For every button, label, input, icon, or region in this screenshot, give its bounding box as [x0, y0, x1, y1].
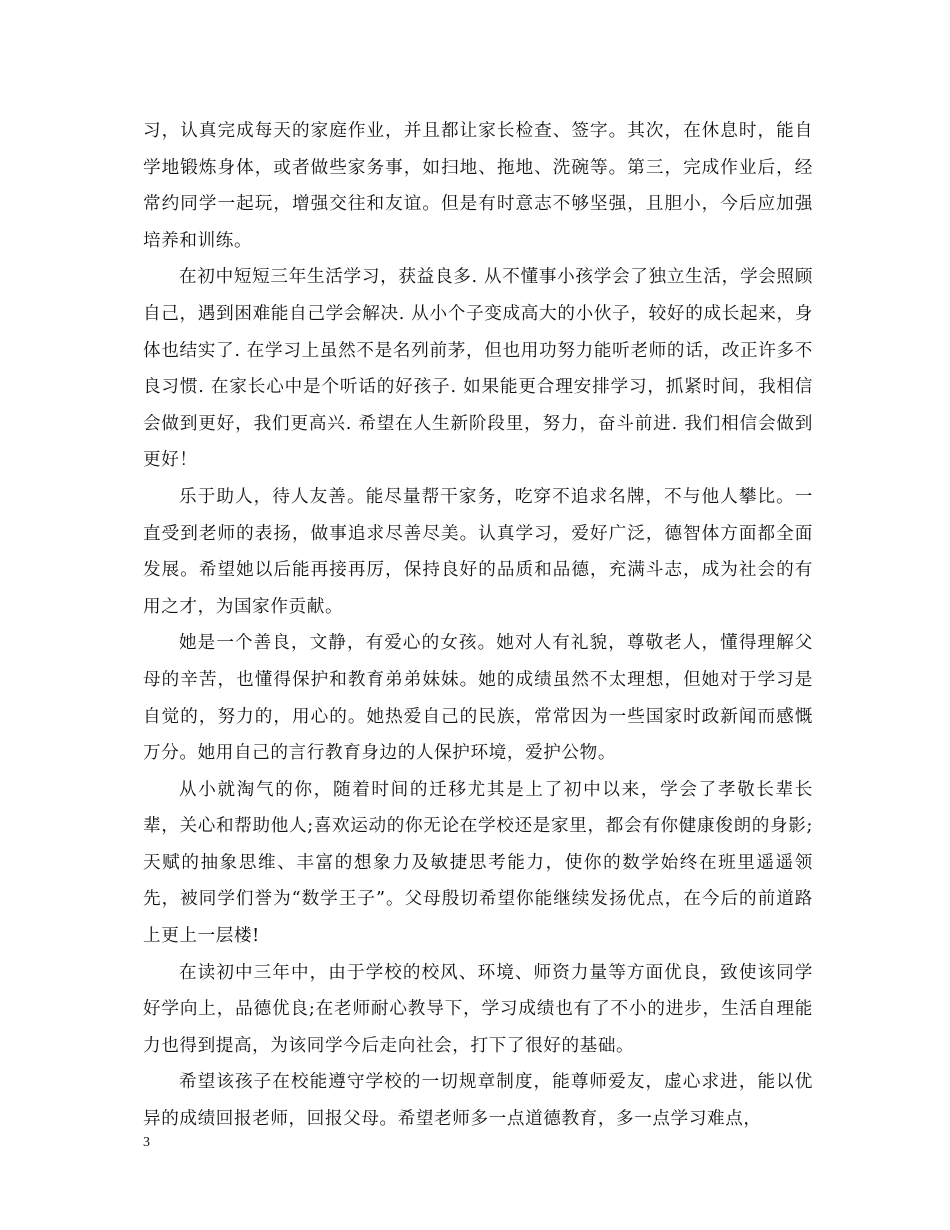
paragraph-three-years-study: 在读初中三年中，由于学校的校风、环境、师资力量等方面优良，致使该同学好学向上，品德优良;在老师耐心教导下，学习成绩也有了不小的进步，生活自理能力也得到提高，为该同学今后走向社会，打下了很好的基础。 — [143, 962, 813, 1056]
paragraph-math-prince: 从小就淘气的你，随着时间的迁移尤其是上了初中以来，学会了孝敬长辈长辈，关心和帮助他人;喜欢运动的你无论在学校还是家里，都会有你健康俊朗的身影;天赋的抽象思维、丰富的想象力及敏捷思考能力，使你的数学始终在班里遥遥领先，被同学们誉为“数学王子”。父母殷切希望你能继续发扬优点，在今后的前道路上更上一层楼! — [143, 779, 813, 947]
paragraph-hope-respect-rules: 希望该孩子在校能遵守学校的一切规章制度，能尊师爱友，虚心求进，能以优异的成绩回报老师，回报父母。希望老师多一点道德教育，多一点学习难点， — [143, 1072, 813, 1130]
paragraph-helpful-friendly: 乐于助人，待人友善。能尽量帮干家务，吃穿不追求名牌，不与他人攀比。一直受到老师的表扬，做事追求尽善尽美。认真学习，爱好广泛，德智体方面都全面发展。希望她以后能再接再厉，保持良好的品质和品德，充满斗志，成为社会的有用之才，为国家作贡献。 — [143, 486, 813, 617]
paragraph-junior-high-life: 在初中短短三年生活学习，获益良多. 从不懂事小孩学会了独立生活，学会照顾自己，遇到困难能自己学会解决. 从小个子变成高大的小伙子，较好的成长起来，身体也结实了. 在学习上虽然不是名列前茅，但也用功努力能听老师的话，改正许多不良习惯. 在家长心中是个听话的好孩子. 如果能更合理安排学习，抓紧时间，我相信会做到更好，我们更高兴. 希望在人生新阶段里，努力，奋斗前进. 我们相信会做到更好！ — [143, 267, 813, 471]
paragraph-continuation: 习，认真完成每天的家庭作业，并且都让家长检查、签字。其次，在休息时，能自学地锻炼身体，或者做些家务事，如扫地、拖地、洗碗等。第三，完成作业后，经常约同学一起玩，增强交往和友谊。但是有时意志不够坚强，且胆小，今后应加强培养和训练。 — [143, 121, 813, 251]
page-number: 3 — [143, 1135, 150, 1150]
document-body — [143, 113, 813, 1138]
paragraph-kind-quiet-girl: 她是一个善良，文静，有爱心的女孩。她对人有礼貌，尊敬老人，懂得理解父母的辛苦，也懂得保护和教育弟弟妹妹。她的成绩虽然不太理想，但她对于学习是自觉的，努力的，用心的。她热爱自己的民族，常常因为一些国家时政新闻而感慨万分。她用自己的言行教育身边的人保护环境，爱护公物。 — [143, 633, 813, 764]
